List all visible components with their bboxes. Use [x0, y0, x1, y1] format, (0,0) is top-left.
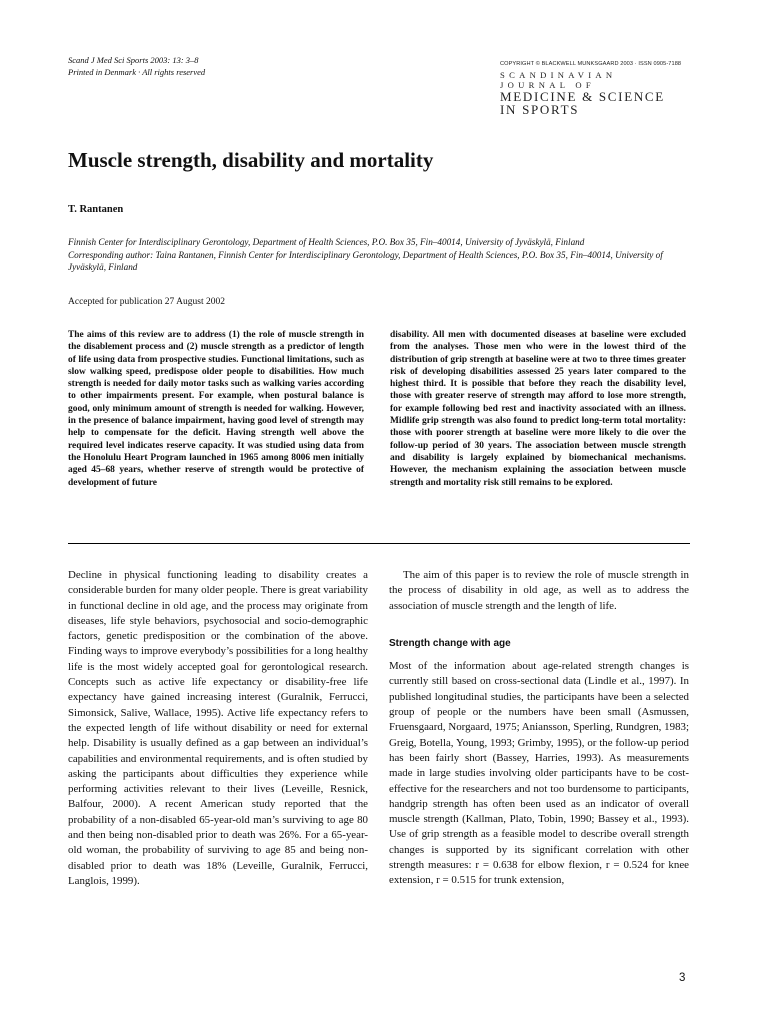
journal-name-line3: IN SPORTS	[500, 102, 580, 117]
citation-line: Scand J Med Sci Sports 2003: 13: 3–8	[68, 55, 199, 65]
journal-name-line2: MEDICINE & SCIENCE	[500, 89, 665, 104]
article-author: T. Rantanen	[68, 204, 124, 215]
printed-line: Printed in Denmark · All rights reserved	[68, 67, 206, 77]
page-number: 3	[679, 972, 686, 984]
body-left-column	[68, 568, 368, 889]
journal-name-line1: SCANDINAVIAN JOURNAL OF	[500, 70, 617, 90]
article-title: Muscle strength, disability and mortality	[68, 148, 434, 172]
copyright-line: COPYRIGHT © BLACKWELL MUNKSGAARD 2003 · ISSN 0905-7188	[500, 61, 682, 67]
intro-paragraph: Decline in physical functioning leading to disability creates a considerable burden for many older people. There is great variability in functional decline in old age, and the process may originate from diseases, life style behaviors, psychosocial and socio-demographic factors, genetic predisposition or the combination of the above. Finding ways to improve everybody’s possibilities for a long healthy life is the most widely accepted goal for gerontological research. Concepts such as active life expectancy or disability-free life expectancy have gained increasing interest (Guralnik, Ferrucci, Simonsick, Salive, Wallace, 1995). Active life expectancy refers to the expected length of life without disability or need for external help. Disability is usually defined as a gap between an individual’s capabilities and environmental requirements, and is often studied by asking the participants about difficulties they experience while performing activities relevant to their lives (Leveille, Resnick, Balfour, 2000). A recent American study reported that the probability of a non-disabled 65-year-old man’s surviving to age 80 and then being non-disabled prior to death was 26%. For a 65-year-old woman, the probability of surviving to age 85 and being non-disabled prior to death was 18% (Leveille, Guralnik, Ferrucci, Langlois, 1999).	[68, 569, 368, 887]
section-heading: Strength change with age	[389, 637, 511, 649]
corresponding-author: Corresponding author: Taina Rantanen, Finnish Center for Interdisciplinary Gerontology, Department of Health Sciences, P.O. Box 35, Fin–40014, University of Jyväskylä, Finland	[68, 249, 663, 272]
journal-masthead	[500, 61, 688, 116]
affiliation: Finnish Center for Interdisciplinary Gerontology, Department of Health Sciences, P.O. Box 35, Fin–40014, University of Jyväskylä, Finland	[68, 237, 585, 247]
journal-citation	[68, 54, 205, 78]
strength-paragraph: Most of the information about age-related strength changes is currently still based on cross-sectional data (Lindle et al., 1997). In published longitudinal studies, the participants have been a selected group of people or the numbers have been small (Asmussen, Fruensgaard, Norgaard, 1975; Aniansson, Sperling, Rundgren, 1983; Greig, Botella, Young, 1993; Grimby, 1995), or the follow-up period has been fairly short (Bassey, Harries, 1993). As measurements made in large studies involving older participants have to be cost-effective for the researchers and not too burdensome to participants, handgrip strength has often been used as an indicator of overall muscle strength (Kallman, Plato, Tobin, 1990; Bassey et al., 1993). Use of grip strength as a feasible model to describe overall strength changes is supported by its significant correlation with other strength measures: r = 0.638 for elbow flexion, r = 0.524 for knee extension, r = 0.515 for trunk extension,	[389, 660, 689, 887]
abstract-left-column: The aims of this review are to address (1) the role of muscle strength in the disablement process and (2) muscle strength as a predictor of length of life using data from prospective studies. Functional limitations, such as slow walking speed, predispose older people to disabilities. How much strength is needed for daily motor tasks such as walking varies according to other impairments present. For example, when postural balance is good, only minimum amount of strength is needed for walking. However, in the presence of balance impairment, having good level of strength may help to compensate for the deficit. Having strength well above the required level indicates reserve capacity. It was studied using data from the Honolulu Heart Program launched in 1965 among 8006 men initially aged 45–68 years, whether reserve of strength would be protective of development of future	[68, 330, 364, 488]
affiliation-block	[68, 236, 692, 274]
section-divider	[68, 543, 690, 544]
aim-paragraph: The aim of this paper is to review the role of muscle strength in the process of disability in old age, as well as to address the association of muscle strength and the length of life.	[389, 569, 689, 612]
abstract-right-column: disability. All men with documented diseases at baseline were excluded from the analyses. Those men who were in the lowest third of the distribution of grip strength at baseline were at two to three times greater risk of developing disabilities assessed 25 years later compared to the highest third. It is possible that before they reach the disability level, those with greater reserve of strength may afford to lose more strength, for example following bed rest and inactivity associated with an illness. Midlife grip strength was also found to predict long-term total mortality: those with poorer strength at baseline were more likely to die over the follow-up period of 30 years. The association between muscle strength and disability is largely explained by biomechanical mechanisms. However, the mechanism explaining the association between muscle strength and mortality risk still remains to be explored.	[390, 330, 686, 488]
accepted-date: Accepted for publication 27 August 2002	[68, 297, 225, 307]
body-right-column	[389, 568, 689, 889]
